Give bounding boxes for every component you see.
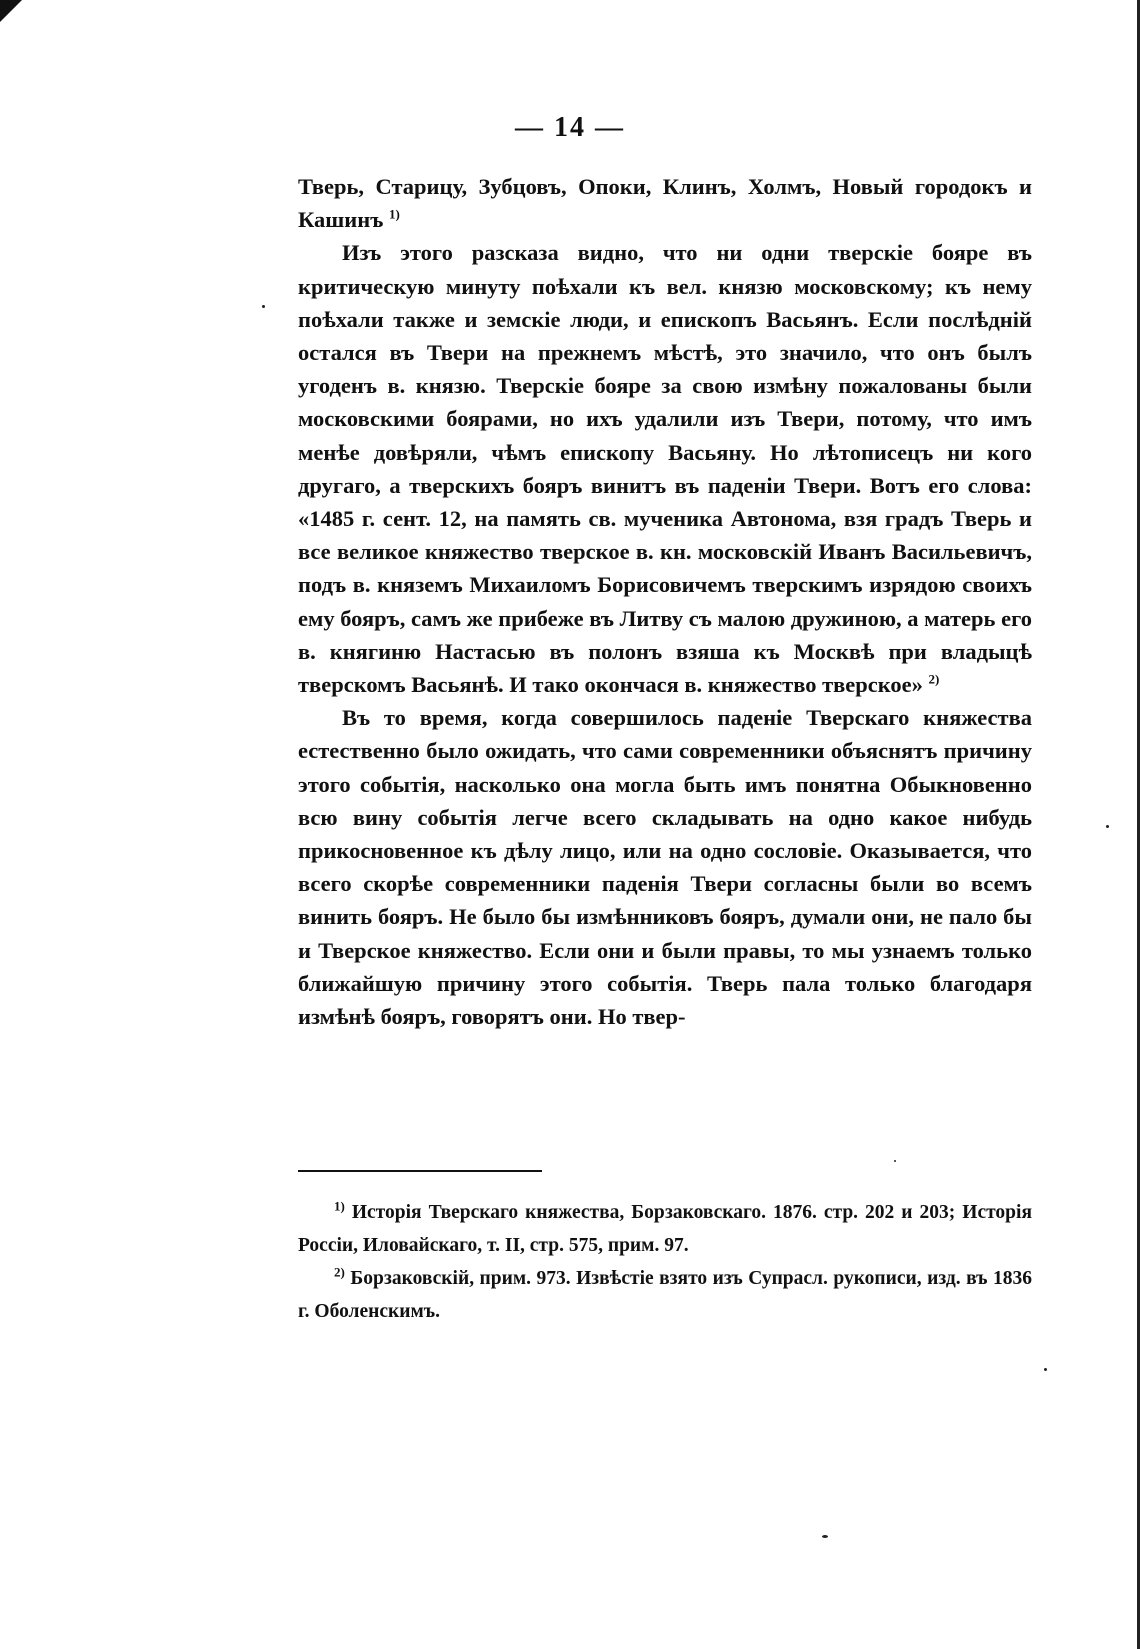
footnote-reference: 2) [928,671,940,687]
footnote-mark: 2) [334,1264,345,1280]
scan-speck [1044,1368,1047,1371]
main-text [298,170,1032,1033]
paragraph [298,701,1032,1033]
footnote-text: Исторія Тверскаго княжества, Борзаковскаго. 1876. стр. 202 и 203; Исторія Россіи, Иловайскаго, т. II, стр. 575, прим. 97. [298,1202,1032,1256]
footnote-reference: 1) [388,206,400,222]
paragraph-text: Въ то время, когда совершилось паденіе Тверскаго княжества естественно было ожидать, что сами современники объяснятъ причину этого событія, насколько она могла быть имъ понятна Обыкновенно всю вину событія легче всего складывать на одно какое нибудь прикосновенное къ дѣлу лицо, или на одно сословіе. Оказывается, что всего скорѣе современники паденія Твери согласны были во всемъ винить бояръ. Не было бы измѣнниковъ бояръ, думали они, не пало бы и Тверское княжество. Если они и были правы, то мы узнаемъ только ближайшую причину этого событія. Тверь пала только благодаря измѣнѣ бояръ, говорятъ они. Но твер- [298,705,1032,1030]
scan-speck [262,305,265,308]
footnote [298,1196,1032,1262]
scan-speck [894,1160,896,1162]
page-number: — 14 — [515,112,625,143]
scan-speck [822,1535,828,1538]
footnote [298,1262,1032,1328]
paragraph-continuation [298,170,1032,236]
footnote-text: Борзаковскій, прим. 973. Извѣстіе взято изъ Супрасл. рукописи, изд. въ 1836 г. Оболенскимъ. [298,1268,1032,1322]
footnotes [298,1196,1032,1328]
paragraph-text: Изъ этого разсказа видно, что ни одни тверскіе бояре въ критическую минуту поѣхали къ вел. князю московскому; къ нему поѣхали также и земскіе люди, и епископъ Васьянъ. Если послѣдній остался въ Твери на прежнемъ мѣстѣ, это значило, что онъ былъ угоденъ в. князю. Тверскіе бояре за свою измѣну пожалованы были московскими боярами, но ихъ удалили изъ Твери, потому, что имъ менѣе довѣряли, чѣмъ епископу Васьяну. Но лѣтописецъ ни кого другаго, а тверскихъ бояръ винитъ въ паденіи Твери. Вотъ его слова: «1485 г. сент. 12, на память св. мученика Автонома, взя градъ Тверь и все великое княжество тверское в. кн. московскій Иванъ Васильевичъ, подъ в. княземъ Михаиломъ Борисовичемъ тверскимъ изрядою своихъ ему бояръ, самъ же прибеже въ Литву съ малою дружиною, а матерь его в. княгиню Настасью въ полонъ взяша къ Москвѣ при владыцѣ тверскомъ Васьянѣ. И тако окончася в. княжество тверское» [298,240,1032,698]
scan-speck [1106,825,1109,828]
footnote-mark: 1) [334,1198,345,1214]
paragraph-text: Тверь, Старицу, Зубцовъ, Опоки, Клинъ, Холмъ, Новый городокъ и Кашинъ [298,174,1032,233]
scan-corner-mark [0,0,22,22]
footnote-separator [298,1170,542,1172]
paragraph [298,236,1032,701]
